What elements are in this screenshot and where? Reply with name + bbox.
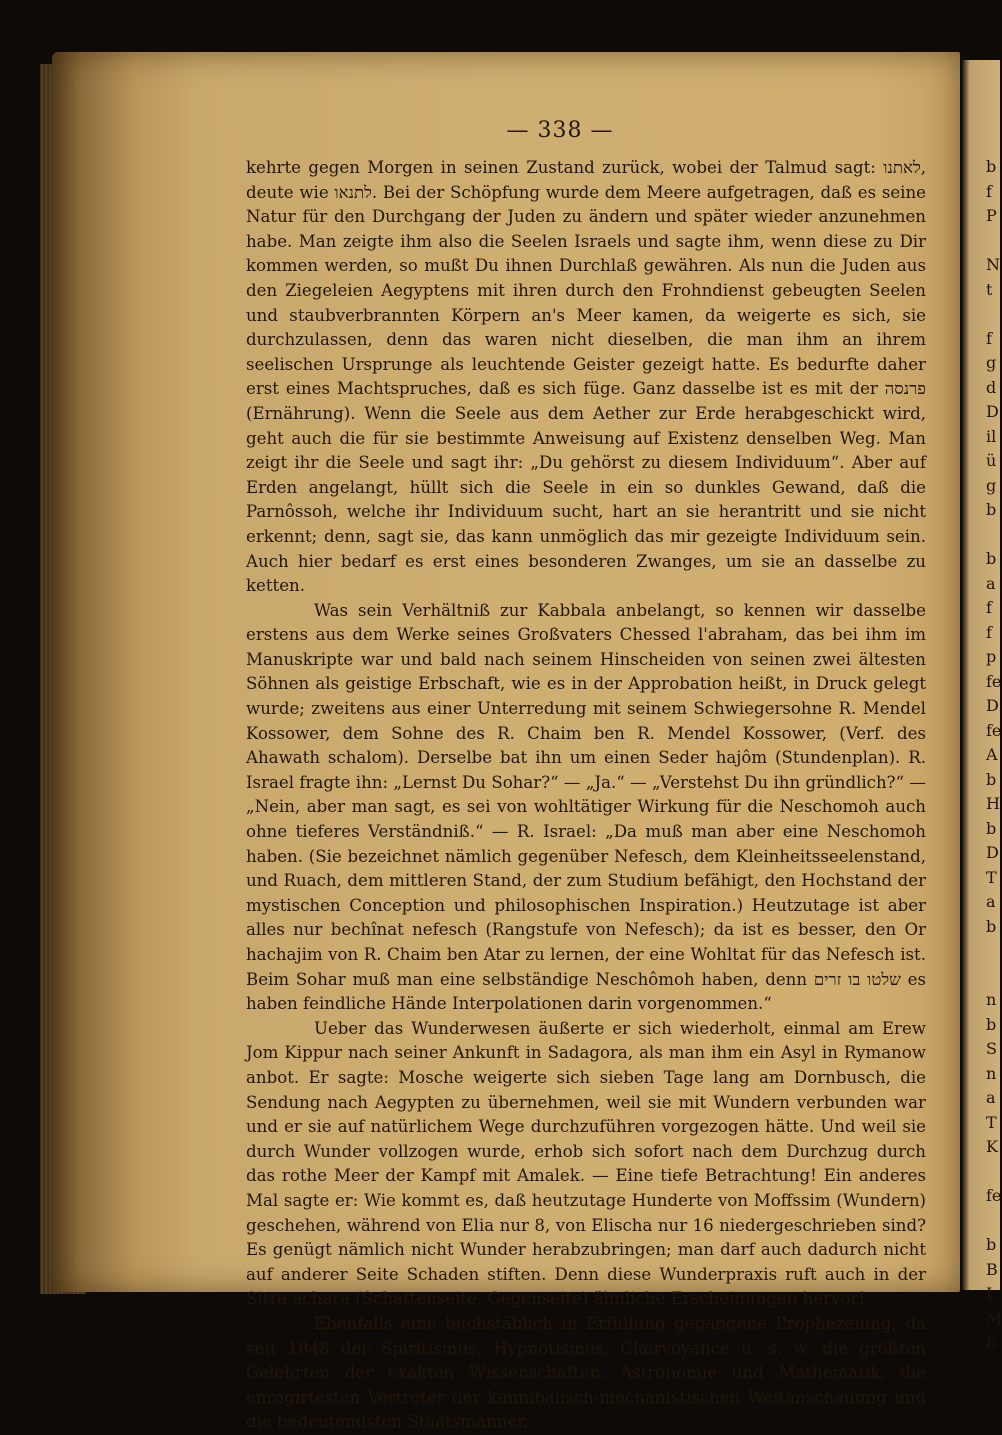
facing-page-letter: b [986,769,997,789]
facing-page-letter: D [986,843,999,862]
facing-page-letter: D [986,696,999,715]
facing-page-letter: D [986,402,999,421]
facing-page-letters [986,155,1000,1356]
facing-page-letter: ü [986,451,997,470]
facing-page-letter: fe [986,720,1002,740]
facing-page-letter: g [986,353,997,372]
paragraph-2: Was sein Verhältniß zur Kabbala anbelangt, so kennen wir dasselbe erstens aus dem Werke seines Großvaters Chessed l'abraham, das bei ihm im Manuskripte war und bald nach seinem Hinscheiden von seinen zwei ältesten Söhnen als geistige Erbschaft, wie es in der Approbation heißt, in Druck gelegt wurde; zweitens aus einer Unterredung mit seinem Schwiegersohne R. Mendel Kossower, dem Sohne des R. Chaim ben R. Mendel Kossower, (Verf. des Ahawath schalom). Derselbe bat ihn um einen Seder hajôm (Stundenplan). R. Israel fragte ihn: „Lernst Du Sohar?“ — „Ja.“ — „Verstehst Du ihn gründlich?“ — „Nein, aber man sagt, es sei von wohltätiger Wirkung für die Neschomoh auch ohne tieferes Verständniß.“ — R. Israel: „Da muß man aber eine Neschomoh haben. (Sie bezeichnet nämlich gegenüber Nefesch, dem Kleinheitsseelenstand, und Ruach, dem mittleren Stand, der zum Studium befähigt, den Hochstand der mystischen Conception und philosophischen Inspiration.) Heutzutage ist aber alles nur bechînat nefesch (Rangstufe von Nefesch); da ist es besser, den Or hachajim von R. Chaim ben Atar zu lernen, der eine Wohltat für das Nefesch ist. Beim Sohar muß man eine selbständige Neschômoh haben, denn שלטו בו זרים es haben feindliche Hände Interpolationen darin vorgenommen.“ [246,600,926,1014]
facing-page-letter: b [986,549,997,568]
facing-page-letter: L [986,1284,997,1303]
facing-page-letter: H [986,794,1000,813]
facing-page-letter: fe [986,671,1002,691]
facing-page-letter: g [986,475,997,495]
facing-page-letter [986,964,1000,989]
facing-page-letter: d [986,377,997,397]
facing-page-letter: a [986,1088,996,1107]
facing-page-letter: b [986,1014,997,1034]
facing-page-letter: S [986,1039,997,1058]
facing-page-letter: b [986,1333,997,1352]
facing-page-letter: T [986,867,997,887]
facing-page-letter: N [986,255,1000,274]
facing-page-letter [986,229,1000,254]
facing-page-letter: b [986,157,997,176]
facing-page-letter: t [986,279,993,299]
facing-page-letter: b [986,1235,997,1254]
facing-page-letter: f [986,328,992,348]
paragraph-3: Ueber das Wunderwesen äußerte er sich wiederholt, einmal am Erew Jom Kippur nach seiner Ankunft in Sadagora, als man ihm ein Asyl in Rymanow anbot. Er sagte: Mosche weigerte sich sieben Tage lang am Dornbusch, die Sendung nach Aegypten zu übernehmen, weil sie mit Wundern verbunden war und er sie auf natürlichem Wege durchzuführen vorgezogen hätte. Und weil sie durch Wunder vollzogen wurde, erhob sich sofort nach dem Durchzug durch das rothe Meer der Kampf mit Amalek. — Eine tiefe Betrachtung! Ein anderes Mal sagte er: Wie kommt es, daß heutzutage Hunderte von Moffssim (Wundern) geschehen, während von Elia nur 8, von Elischa nur 16 niedergeschrieben sind? Es genügt nämlich nicht Wunder herabzubringen; man darf auch dadurch nicht auf anderer Seite Schaden stiften. Denn diese Wunderpraxis ruft auch in der Sitra achara (Schattenseite, Gegenseite) ähnliche Erscheinungen hervor! [246,1018,926,1309]
facing-page-letter: a [986,892,996,911]
facing-page-letter: A [986,745,998,764]
facing-page-letter: M [986,1308,1002,1328]
facing-page-letter: n [986,1063,997,1083]
body-text [246,156,926,1435]
facing-page-letter: a [986,573,996,593]
paragraph-1: kehrte gegen Morgen in seinen Zustand zurück, wobei der Talmud sagt: לאתנו, deute wie לתנאו. Bei der Schöpfung wurde dem Meere aufgetragen, daß es seine Natur für den Durchgang der Juden zu ändern und später wieder anzunehmen habe. Man zeigte ihm also die Seelen Israels und sagte ihm, wenn diese zu Dir kommen werden, so mußt Du ihnen Durchlaß gewähren. Als nun die Juden aus den Ziegeleien Aegyptens mit ihren durch den Frohndienst gebeugten Seelen und staubverbrannten Körpern an's Meer kamen, da weigerte es sich, sie durchzulassen, denn das waren nicht dieselben, die man ihm an ihrem seelischen Ursprunge als leuchtende Geister gezeigt hatte. Es bedurfte daher erst eines Machtspruches, daß es sich füge. Ganz dasselbe ist es mit der פרנסה (Ernährung). Wenn die Seele aus dem Aether zur Erde herabgeschickt wird, geht auch die für sie bestimmte Anweisung auf Existenz denselben Weg. Man zeigt ihr die Seele und sagt ihr: „Du gehörst zu diesem Individuum“. Aber auf Erden angelangt, hüllt sich die Seele in ein so dunkles Gewand, daß die Parnôssoh, welche ihr Individuum sucht, hart an sie herantritt und sie nicht erkennt; denn, sagt sie, das kann unmöglich das mir gezeigte Individuum sein. Auch hier bedarf es erst eines besonderen Zwanges, um sie an dasselbe zu ketten. [246,158,926,596]
facing-page-letter [986,939,1000,964]
facing-page-letter: f [986,622,992,642]
facing-page-letter: T [986,1112,997,1132]
facing-page-letter: f [986,598,992,617]
facing-page-letter [986,523,1000,548]
facing-page-letter [986,1209,1000,1234]
facing-page-letter: P [986,206,997,225]
facing-page-letter [986,302,1000,327]
facing-page-letter: b [986,916,997,936]
facing-page-letter: K [986,1137,998,1156]
facing-page-letter: b [986,500,997,519]
facing-page-letter: b [986,818,997,838]
facing-page-letter: f [986,181,992,201]
facing-page-letter: n [986,990,997,1009]
page-number: — 338 — [506,118,614,143]
facing-page-letter: p [986,647,997,666]
facing-page-letter: il [986,426,997,446]
facing-page-letter [986,1160,1000,1185]
facing-page-letter: B [986,1259,998,1279]
paragraph-4: Ebenfalls eine buchstäblich in Erfüllung gegangene Prophezeiung, da seit 1848 der Spiritismus, Hypnotismus, Clairvoyance u. s. w. die größten Gelehrten der exakten Wissenschaften, Astronomie und Mathematik, die enragirtesten Vertreter der kannibalisch-mechanistischen Weltanschauung und die bedeutendsten Staatsmänner, [246,1313,926,1432]
facing-page-letter: fe [986,1186,1002,1205]
